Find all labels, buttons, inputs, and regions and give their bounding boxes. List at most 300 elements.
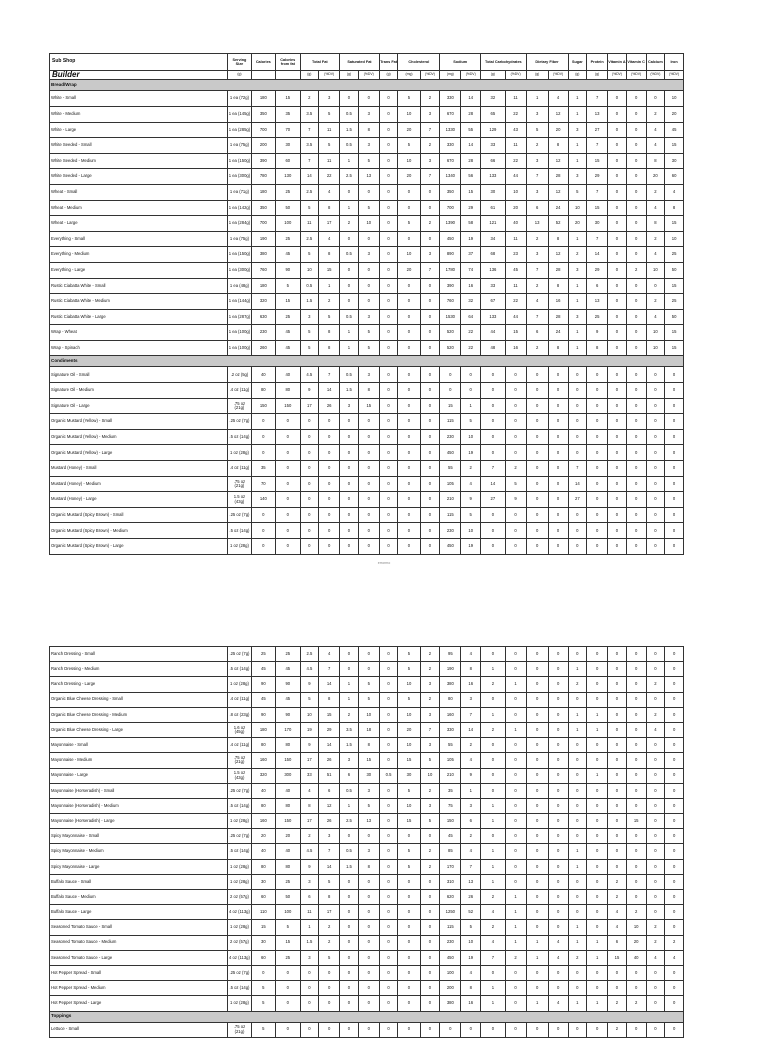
nutrient-value: 0	[548, 414, 568, 430]
nutrient-value: 1	[568, 340, 587, 356]
nutrient-value: 0	[398, 890, 420, 905]
item-name: Organic Mustard (Yellow) - Medium	[50, 429, 228, 445]
nutrient-value: 0	[505, 445, 526, 461]
nutrient-value: 0	[646, 429, 665, 445]
nutrient-value: 14	[461, 91, 481, 107]
nutrient-value: 0	[505, 367, 526, 383]
nutrient-value: 0	[340, 647, 359, 662]
nutrient-value: 48	[481, 340, 505, 356]
nutrient-value: 630	[251, 309, 275, 325]
nutrient-value: 26	[319, 753, 340, 768]
nutrient-value: 22	[505, 294, 526, 310]
nutrient-value: 0	[626, 874, 646, 889]
nutrient-value: 85	[440, 844, 461, 859]
column-unit: (g)	[228, 71, 251, 80]
nutrient-value: 0	[461, 367, 481, 383]
nutrient-value: 15	[319, 707, 340, 722]
serving-size: .5 oz (14g)	[228, 429, 251, 445]
column-unit: (g)	[379, 71, 398, 80]
nutrient-value: 0	[300, 429, 319, 445]
nutrient-value: 0	[481, 753, 505, 768]
nutrient-value: 0	[300, 414, 319, 430]
nutrient-value: 2	[420, 692, 440, 707]
nutrient-value: 0	[626, 662, 646, 677]
nutrient-value: 0	[526, 677, 548, 692]
serving-size: 2 oz (57g)	[228, 935, 251, 950]
nutrient-value: 0	[646, 783, 665, 798]
nutrient-value: 0	[626, 692, 646, 707]
nutrient-value: 1	[526, 91, 548, 107]
nutrient-value: 670	[440, 106, 461, 122]
nutrient-value: 0	[420, 231, 440, 247]
nutrient-value: 0	[398, 294, 420, 310]
serving-size: .5 oz (14g)	[228, 798, 251, 813]
nutrient-value: 2	[646, 677, 665, 692]
nutrient-value: 3	[340, 398, 359, 414]
nutrient-value: 140	[251, 492, 275, 508]
nutrient-value: 15	[505, 325, 526, 341]
item-name: Organic Mustard (Yellow) - Small	[50, 414, 228, 430]
nutrient-value: 1330	[440, 122, 461, 138]
category-row	[50, 1011, 684, 1022]
nutrient-value: 1	[505, 677, 526, 692]
nutrient-value: 7	[461, 707, 481, 722]
nutrient-value: 3	[568, 169, 587, 185]
nutrient-value: 3	[340, 753, 359, 768]
nutrient-value: 1	[340, 153, 359, 169]
item-name: Mustard (Honey) - Medium	[50, 476, 228, 492]
nutrient-value: 0	[251, 965, 275, 980]
nutrient-value: 1.5	[340, 383, 359, 399]
nutrient-value: 0	[608, 844, 627, 859]
nutrient-value: 1	[481, 844, 505, 859]
nutrient-value: 4	[608, 920, 627, 935]
nutrient-value: 14	[481, 476, 505, 492]
nutrient-value: 0	[626, 216, 646, 232]
nutrient-value: 15	[358, 753, 379, 768]
nutrient-value: 260	[251, 340, 275, 356]
nutrient-value: 0	[626, 231, 646, 247]
nutrient-value: 0	[319, 445, 340, 461]
nutrient-value: 0	[276, 429, 300, 445]
serving-size: 1 ea (150g)	[228, 153, 251, 169]
nutrient-value: 0	[398, 278, 420, 294]
nutrient-value: 0	[608, 539, 627, 555]
item-name: White Seeded - Large	[50, 169, 228, 185]
nutrient-value: 0	[276, 965, 300, 980]
nutrient-value: 0	[276, 523, 300, 539]
nutrient-value: 2.5	[300, 231, 319, 247]
nutrient-value: 0	[608, 647, 627, 662]
nutrient-value: 15	[398, 753, 420, 768]
nutrient-value: 0	[626, 383, 646, 399]
nutrient-value: 230	[440, 935, 461, 950]
nutrient-value: 0	[340, 965, 359, 980]
nutrient-value: 60	[276, 153, 300, 169]
nutrient-value: 11	[319, 153, 340, 169]
serving-size: .25 oz (7g)	[228, 414, 251, 430]
nutrient-value: 95	[440, 647, 461, 662]
nutrient-value: 0	[481, 383, 505, 399]
nutrient-value: 0	[420, 429, 440, 445]
nutrient-value: 9	[505, 492, 526, 508]
nutrient-value: 0	[526, 768, 548, 783]
nutrient-value: 0	[379, 677, 398, 692]
nutrient-value: 0	[420, 507, 440, 523]
serving-size: 1 ea (142g)	[228, 200, 251, 216]
nutrient-value: 45	[276, 247, 300, 263]
nutrient-value: 80	[251, 738, 275, 753]
item-name: Mayonnaise - Large	[50, 768, 228, 783]
item-name: Ranch Dressing - Small	[50, 647, 228, 662]
table-row	[50, 707, 684, 722]
nutrient-value: 3	[568, 262, 587, 278]
nutrient-value: 2	[646, 707, 665, 722]
item-name: Signature Oil - Medium	[50, 383, 228, 399]
nutrient-value: 0	[548, 965, 568, 980]
nutrient-value: 8	[319, 200, 340, 216]
nutrient-value: 80	[251, 798, 275, 813]
nutrient-value: 0	[398, 309, 420, 325]
nutrient-value: 0	[526, 492, 548, 508]
nutrient-value: 70	[251, 476, 275, 492]
item-name: Wrap - Spinach	[50, 340, 228, 356]
nutrient-value: 19	[300, 722, 319, 737]
nutrient-value: 0	[358, 920, 379, 935]
nutrient-value: 25	[587, 309, 608, 325]
nutrient-value: 55	[440, 738, 461, 753]
nutrient-value: 3	[358, 367, 379, 383]
nutrient-value: 0	[608, 461, 627, 477]
nutrient-value: 40	[505, 216, 526, 232]
column-unit: (%DV)	[646, 71, 665, 80]
nutrient-value: 0	[276, 461, 300, 477]
nutrient-value: 0	[481, 647, 505, 662]
nutrient-value: 0	[548, 383, 568, 399]
nutrient-value: 9	[300, 859, 319, 874]
nutrient-value: 0	[481, 692, 505, 707]
nutrient-value: 0	[505, 981, 526, 996]
item-name: Spicy Mayonnaise - Large	[50, 859, 228, 874]
page-footer: errormo	[377, 561, 391, 565]
nutrient-value: 5	[319, 138, 340, 154]
nutrient-value: 0	[665, 844, 684, 859]
nutrient-value: 170	[440, 859, 461, 874]
nutrient-value: 0	[358, 184, 379, 200]
nutrient-value: 40	[251, 783, 275, 798]
nutrient-value: 0	[526, 1022, 548, 1037]
nutrient-value: 0	[626, 367, 646, 383]
nutrient-value: 10	[398, 106, 420, 122]
nutrient-value: 0	[665, 920, 684, 935]
nutrient-value: 5	[398, 692, 420, 707]
nutrient-value: 2	[420, 647, 440, 662]
nutrient-value: 4	[646, 247, 665, 263]
nutrient-value: 0	[379, 507, 398, 523]
nutrient-value: 0	[319, 523, 340, 539]
nutrient-value: 11	[300, 216, 319, 232]
nutrient-value: 0	[608, 738, 627, 753]
item-name: Buffalo Sauce - Small	[50, 874, 228, 889]
nutrient-value: 16	[548, 294, 568, 310]
serving-size: .2 oz (5g)	[228, 367, 251, 383]
nutrient-value: 4	[646, 950, 665, 965]
nutrient-value: 0	[626, 429, 646, 445]
nutrient-value: 190	[440, 662, 461, 677]
nutrient-value: 0	[379, 367, 398, 383]
nutrient-value: 0	[358, 476, 379, 492]
nutrient-value: 0	[626, 106, 646, 122]
nutrient-value: 380	[440, 996, 461, 1011]
nutrient-value: 45	[665, 122, 684, 138]
nutrient-value: 0	[276, 981, 300, 996]
nutrient-value: 3	[420, 153, 440, 169]
nutrient-value: 10	[461, 429, 481, 445]
serving-size: .5 oz (14g)	[228, 981, 251, 996]
nutrient-value: 0	[481, 738, 505, 753]
nutrient-value: 3	[319, 91, 340, 107]
nutrient-value: 45	[251, 662, 275, 677]
nutrient-value: 0	[319, 965, 340, 980]
nutrient-value: 1	[340, 798, 359, 813]
nutrient-value: 0	[526, 523, 548, 539]
nutrient-value: 0	[300, 965, 319, 980]
nutrient-value: 44	[481, 325, 505, 341]
nutrient-value: 5	[398, 844, 420, 859]
nutrient-value: 5	[300, 340, 319, 356]
nutrient-value: 2	[646, 106, 665, 122]
nutrient-value: 129	[481, 122, 505, 138]
nutrient-value: 30	[276, 138, 300, 154]
nutrient-value: 0	[379, 138, 398, 154]
nutrient-value: 0	[665, 981, 684, 996]
nutrient-value: 25	[276, 874, 300, 889]
nutrient-value: 10	[568, 200, 587, 216]
nutrient-value: 4	[461, 844, 481, 859]
nutrient-value: 0	[300, 507, 319, 523]
nutrient-value: 0	[626, 829, 646, 844]
nutrient-value: 1	[568, 920, 587, 935]
nutrient-value: 760	[440, 294, 461, 310]
nutrient-value: 12	[548, 184, 568, 200]
nutrient-value: 2	[420, 138, 440, 154]
nutrient-value: 0	[505, 523, 526, 539]
nutrient-value: 620	[440, 890, 461, 905]
serving-size: 1 ea (300g)	[228, 262, 251, 278]
nutrient-value: 14	[300, 169, 319, 185]
nutrient-value: 3	[568, 309, 587, 325]
nutrient-value: 30	[251, 935, 275, 950]
nutrient-value: 0	[608, 981, 627, 996]
nutrient-value: 0	[626, 325, 646, 341]
nutrient-value: 1	[340, 200, 359, 216]
nutrient-value: 0	[398, 981, 420, 996]
nutrient-value: 19	[461, 231, 481, 247]
nutrient-value: 35	[251, 461, 275, 477]
nutrient-value: 1	[505, 920, 526, 935]
nutrient-value: 17	[300, 753, 319, 768]
nutrient-value: 0	[251, 523, 275, 539]
nutrient-value: 0	[665, 539, 684, 555]
nutrient-value: 1	[340, 325, 359, 341]
nutrient-value: 0	[358, 507, 379, 523]
nutrient-value: 0	[608, 367, 627, 383]
nutrient-value: 7	[568, 461, 587, 477]
nutrient-value: 0	[665, 383, 684, 399]
nutrient-value: 22	[461, 340, 481, 356]
nutrient-value: 0	[526, 662, 548, 677]
nutrient-value: 0	[548, 647, 568, 662]
nutrient-value: 2.5	[300, 647, 319, 662]
nutrient-value: 5	[568, 184, 587, 200]
nutrient-value: 0	[379, 844, 398, 859]
nutrient-value: 0	[665, 647, 684, 662]
nutrient-value: 0	[568, 445, 587, 461]
nutrient-value: 1	[568, 707, 587, 722]
table-row	[50, 996, 684, 1011]
serving-size: 1 ea (72g)	[228, 91, 251, 107]
nutrient-value: 0	[505, 814, 526, 829]
nutrient-value: 0	[420, 200, 440, 216]
nutrient-value: 3.5	[340, 722, 359, 737]
nutrient-value: 5	[461, 507, 481, 523]
nutrient-value: 0	[358, 492, 379, 508]
nutrient-value: 9	[300, 738, 319, 753]
nutrient-value: 0	[379, 935, 398, 950]
nutrient-value: 780	[251, 169, 275, 185]
nutrient-value: 2.5	[340, 169, 359, 185]
nutrient-value: 330	[440, 138, 461, 154]
nutrient-value: 0	[398, 367, 420, 383]
nutrient-value: 8	[461, 662, 481, 677]
nutrient-value: 0	[626, 523, 646, 539]
nutrient-value: 0	[608, 278, 627, 294]
nutrient-value: 0	[646, 662, 665, 677]
serving-size: 1.5 oz (43g)	[228, 768, 251, 783]
column-header: Vitamin A	[608, 54, 627, 71]
nutrient-value: 0	[379, 1022, 398, 1037]
nutrient-value: 0	[420, 1022, 440, 1037]
nutrient-value: 26	[461, 890, 481, 905]
nutrient-value: 14	[319, 738, 340, 753]
nutrient-value: 160	[251, 814, 275, 829]
nutrient-value: 9	[461, 768, 481, 783]
nutrient-value: 0	[646, 383, 665, 399]
nutrient-value: 2	[420, 783, 440, 798]
nutrient-value: 0	[608, 859, 627, 874]
nutrient-value: 0	[420, 383, 440, 399]
nutrient-value: 5	[319, 874, 340, 889]
nutrient-value: 1.5	[300, 294, 319, 310]
nutrient-value: 0	[548, 874, 568, 889]
nutrient-value: 80	[276, 859, 300, 874]
nutrient-value: 0	[548, 1022, 568, 1037]
column-header: Trans Fat	[379, 54, 398, 71]
nutrient-value: 0	[646, 647, 665, 662]
nutrient-value: 180	[251, 184, 275, 200]
nutrient-value: 0	[626, 153, 646, 169]
nutrient-value: 0	[379, 996, 398, 1011]
nutrient-value: 0	[398, 414, 420, 430]
item-name: Organic Mustard (Spicy Brown) - Medium	[50, 523, 228, 539]
column-header: Calcium	[646, 54, 665, 71]
nutrient-value: 3	[420, 106, 440, 122]
nutrient-value: 0	[626, 677, 646, 692]
nutrient-value: 14	[319, 859, 340, 874]
nutrient-value: 4	[461, 965, 481, 980]
serving-size: 1 oz (28g)	[228, 859, 251, 874]
nutrient-value: 0	[358, 278, 379, 294]
table-row	[50, 844, 684, 859]
nutrient-value: 0	[646, 476, 665, 492]
nutrient-value: 7	[481, 950, 505, 965]
nutrient-value: 0	[379, 814, 398, 829]
nutrient-value: 0	[626, 309, 646, 325]
table-row	[50, 905, 684, 920]
nutrient-value: 0	[379, 890, 398, 905]
nutrient-value: 0	[420, 905, 440, 920]
nutrient-value: 100	[276, 905, 300, 920]
nutrient-value: 0	[646, 507, 665, 523]
nutrient-value: 0	[646, 367, 665, 383]
nutrient-value: 6	[340, 768, 359, 783]
table-row	[50, 231, 684, 247]
item-name: Signature Oil - Large	[50, 398, 228, 414]
nutrient-value: 1	[587, 935, 608, 950]
nutrient-value: 0	[420, 398, 440, 414]
nutrient-value: 28	[548, 309, 568, 325]
nutrient-value: 0	[568, 1022, 587, 1037]
nutrient-value: 0	[319, 981, 340, 996]
nutrient-value: 8	[548, 231, 568, 247]
nutrient-value: 0	[548, 476, 568, 492]
item-name: Spicy Mayonnaise - Small	[50, 829, 228, 844]
nutrient-value: 2	[646, 231, 665, 247]
nutrient-value: 0	[251, 429, 275, 445]
nutrient-value: 0	[481, 829, 505, 844]
nutrient-value: 0	[340, 874, 359, 889]
nutrient-value: 1	[461, 398, 481, 414]
nutrient-value: 1	[568, 153, 587, 169]
nutrient-value: 300	[276, 768, 300, 783]
nutrient-value: 1	[505, 722, 526, 737]
nutrient-value: 0	[251, 507, 275, 523]
nutrient-value: 0	[340, 507, 359, 523]
nutrient-value: 0	[587, 738, 608, 753]
table-row	[50, 507, 684, 523]
nutrient-value: 29	[461, 200, 481, 216]
nutrient-value: 0	[379, 325, 398, 341]
nutrient-value: 0	[319, 461, 340, 477]
nutrient-value: 29	[587, 262, 608, 278]
nutrient-value: 0	[526, 539, 548, 555]
nutrient-value: 0	[505, 414, 526, 430]
nutrient-value: 2	[626, 262, 646, 278]
nutrient-value: 0	[548, 722, 568, 737]
item-name: Everything - Large	[50, 262, 228, 278]
nutrient-value: 15	[276, 935, 300, 950]
nutrient-value: 12	[548, 153, 568, 169]
nutrient-value: 0	[587, 476, 608, 492]
table-row	[50, 950, 684, 965]
nutrient-value: 22	[505, 153, 526, 169]
nutrient-value: 0	[276, 996, 300, 1011]
nutrient-value: 0	[646, 523, 665, 539]
column-header: Calories from fat	[276, 54, 300, 71]
table-row	[50, 445, 684, 461]
nutrient-value: 4	[646, 722, 665, 737]
item-name: Buffalo Sauce - Medium	[50, 890, 228, 905]
